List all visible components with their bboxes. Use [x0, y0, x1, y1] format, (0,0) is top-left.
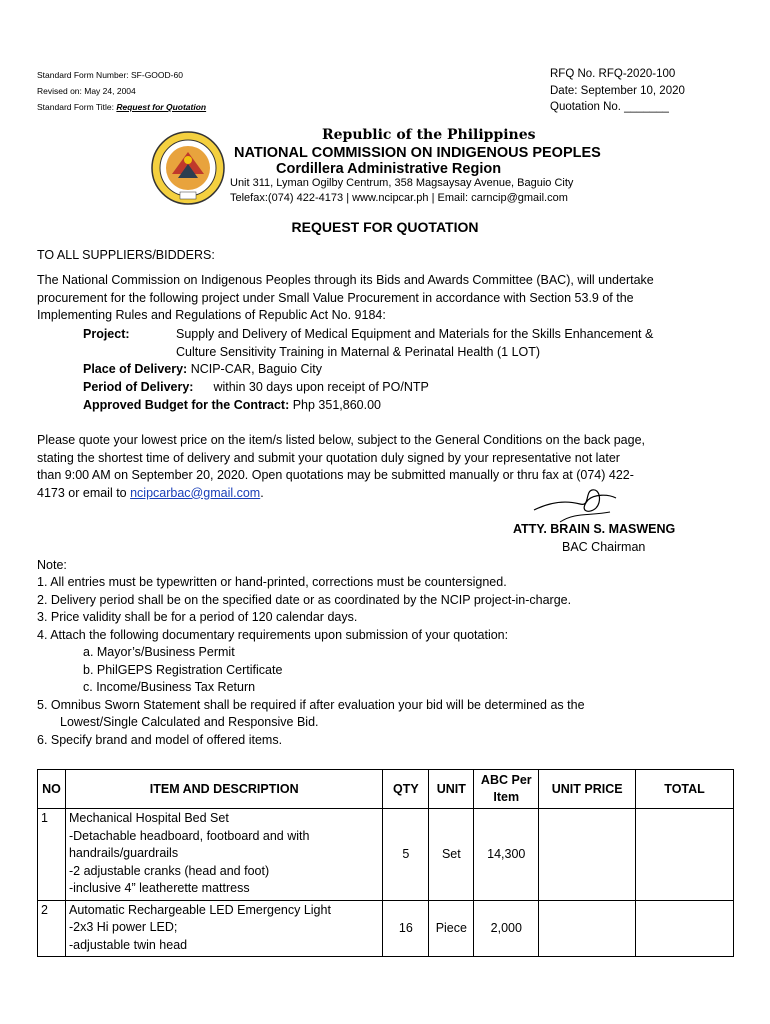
desc-line: -2x3 Hi power LED;: [68, 920, 178, 934]
agency-contact: Telefax:(074) 422-4173 | www.ncipcar.ph | Email: carncip@gmail.com: [230, 192, 568, 204]
desc-line: -inclusive 4” leatherette mattress: [68, 881, 250, 895]
form-title-value: Request for Quotation: [116, 102, 207, 112]
row-unit-price[interactable]: [539, 900, 636, 957]
republic-heading: Republic of the Philippines: [322, 127, 536, 143]
project-line: Supply and Delivery of Medical Equipment and Materials for the Skills Enhancement &: [176, 327, 654, 341]
row-unit: Piece: [429, 900, 474, 957]
agency-address: Unit 311, Lyman Ogilby Centrum, 358 Magsaysay Avenue, Baguio City: [230, 177, 574, 189]
row-abc: 14,300: [474, 809, 539, 901]
note-item: 2. Delivery period shall be on the specified date or as coordinated by the NCIP project-in-charge.: [37, 592, 572, 607]
form-number: Standard Form Number: SF-GOOD-60: [37, 70, 183, 80]
rfq-date: Date: September 10, 2020: [550, 85, 685, 97]
note-item: 1. All entries must be typewritten or hand-printed, corrections must be countersigned.: [37, 575, 507, 589]
note-subitem: b. PhilGEPS Registration Certificate: [83, 662, 283, 677]
email-link[interactable]: ncipcarbac@gmail.com: [130, 485, 261, 500]
row-unit: Set: [429, 809, 474, 901]
note-subitem: c. Income/Business Tax Return: [83, 680, 256, 694]
rfq-quotation-no: Quotation No. _______: [550, 101, 669, 113]
row-total[interactable]: [636, 900, 734, 957]
period-label: Period of Delivery:: [83, 380, 194, 394]
note-subitem: a. Mayor’s/Business Permit: [83, 645, 235, 659]
project-label: Project:: [83, 327, 130, 341]
project-description: [176, 326, 736, 361]
notes-list: [37, 574, 737, 749]
desc-line: -adjustable twin head: [68, 937, 188, 952]
rfq-number: RFQ No. RFQ-2020-100: [550, 68, 676, 80]
desc-line: Mechanical Hospital Bed Set: [68, 811, 229, 825]
instructions-line: stating the shortest time of delivery and submit your quotation duly signed by your representative not later: [37, 450, 620, 465]
header-abc-per-item: ABC Per Item: [474, 770, 539, 809]
row-total[interactable]: [636, 809, 734, 901]
desc-line: Automatic Rechargeable LED Emergency Light: [68, 902, 331, 917]
row-no: 1: [38, 809, 66, 901]
approved-budget: [83, 397, 381, 415]
desc-line: handrails/guardrails: [68, 846, 179, 860]
form-revised: Revised on: May 24, 2004: [37, 86, 136, 96]
budget-label: Approved Budget for the Contract:: [83, 398, 290, 412]
ncip-seal-logo: [150, 130, 226, 206]
notes-label: Note:: [37, 558, 67, 572]
desc-line: -Detachable headboard, footboard and with: [68, 828, 310, 843]
form-title: [37, 99, 206, 115]
intro-line: Implementing Rules and Regulations of Republic Act No. 9184:: [37, 308, 386, 322]
place-value: NCIP-CAR, Baguio City: [187, 362, 322, 376]
budget-value: Php 351,860.00: [289, 398, 381, 412]
agency-region: Cordillera Administrative Region: [276, 161, 502, 177]
items-table: [37, 769, 734, 957]
row-no: 2: [38, 900, 66, 957]
instructions-suffix: .: [260, 485, 264, 500]
row-qty: 5: [383, 809, 429, 901]
row-qty: 16: [383, 900, 429, 957]
form-title-label: Standard Form Title:: [37, 102, 117, 112]
document-title: REQUEST FOR QUOTATION: [291, 219, 479, 235]
header-no: NO: [38, 770, 66, 809]
header-qty: QTY: [383, 770, 429, 809]
period-value: within 30 days upon receipt of PO/NTP: [213, 380, 429, 394]
desc-line: -2 adjustable cranks (head and foot): [68, 863, 270, 878]
header-unit: UNIT: [429, 770, 474, 809]
table-row: [38, 900, 734, 957]
instructions-paragraph: [37, 432, 737, 502]
note-item: 5. Omnibus Sworn Statement shall be required if after evaluation your bid will be determined as the: [37, 697, 585, 712]
instructions-line: than 9:00 AM on September 20, 2020. Open quotations may be submitted manually or thru fax at (074) 422-: [37, 468, 634, 482]
intro-line: The National Commission on Indigenous Peoples through its Bids and Awards Committee (BAC), will undertake: [37, 273, 654, 287]
row-description: [65, 809, 382, 901]
project-line: Culture Sensitivity Training in Maternal & Perinatal Health (1 LOT): [176, 344, 541, 359]
signatory-name: ATTY. BRAIN S. MASWENG: [513, 522, 676, 536]
instructions-prefix: 4173 or email to: [37, 485, 131, 500]
table-row: [38, 809, 734, 901]
row-abc: 2,000: [474, 900, 539, 957]
signatory-title: BAC Chairman: [562, 540, 646, 554]
header-item-description: ITEM AND DESCRIPTION: [65, 770, 382, 809]
period-of-delivery: [83, 379, 429, 397]
note-item: 4. Attach the following documentary requirements upon submission of your quotation:: [37, 627, 509, 642]
table-header-row: [38, 770, 734, 809]
intro-line: procurement for the following project under Small Value Procurement in accordance with Section 53.9 of the: [37, 290, 634, 305]
intro-paragraph: [37, 272, 737, 325]
row-unit-price[interactable]: [539, 809, 636, 901]
header-total: TOTAL: [636, 770, 734, 809]
row-description: [65, 900, 382, 957]
header-unit-price: UNIT PRICE: [539, 770, 636, 809]
note-item-continuation: Lowest/Single Calculated and Responsive Bid.: [60, 715, 319, 729]
place-label: Place of Delivery:: [83, 362, 188, 376]
instructions-line: [37, 485, 737, 503]
instructions-line: Please quote your lowest price on the item/s listed below, subject to the General Conditions on the back page,: [37, 433, 646, 447]
note-item: 3. Price validity shall be for a period of 120 calendar days.: [37, 610, 358, 624]
note-item: 6. Specify brand and model of offered items.: [37, 732, 283, 747]
salutation: TO ALL SUPPLIERS/BIDDERS:: [37, 248, 215, 262]
place-of-delivery: [83, 361, 322, 379]
agency-name: NATIONAL COMMISSION ON INDIGENOUS PEOPLES: [234, 145, 601, 161]
